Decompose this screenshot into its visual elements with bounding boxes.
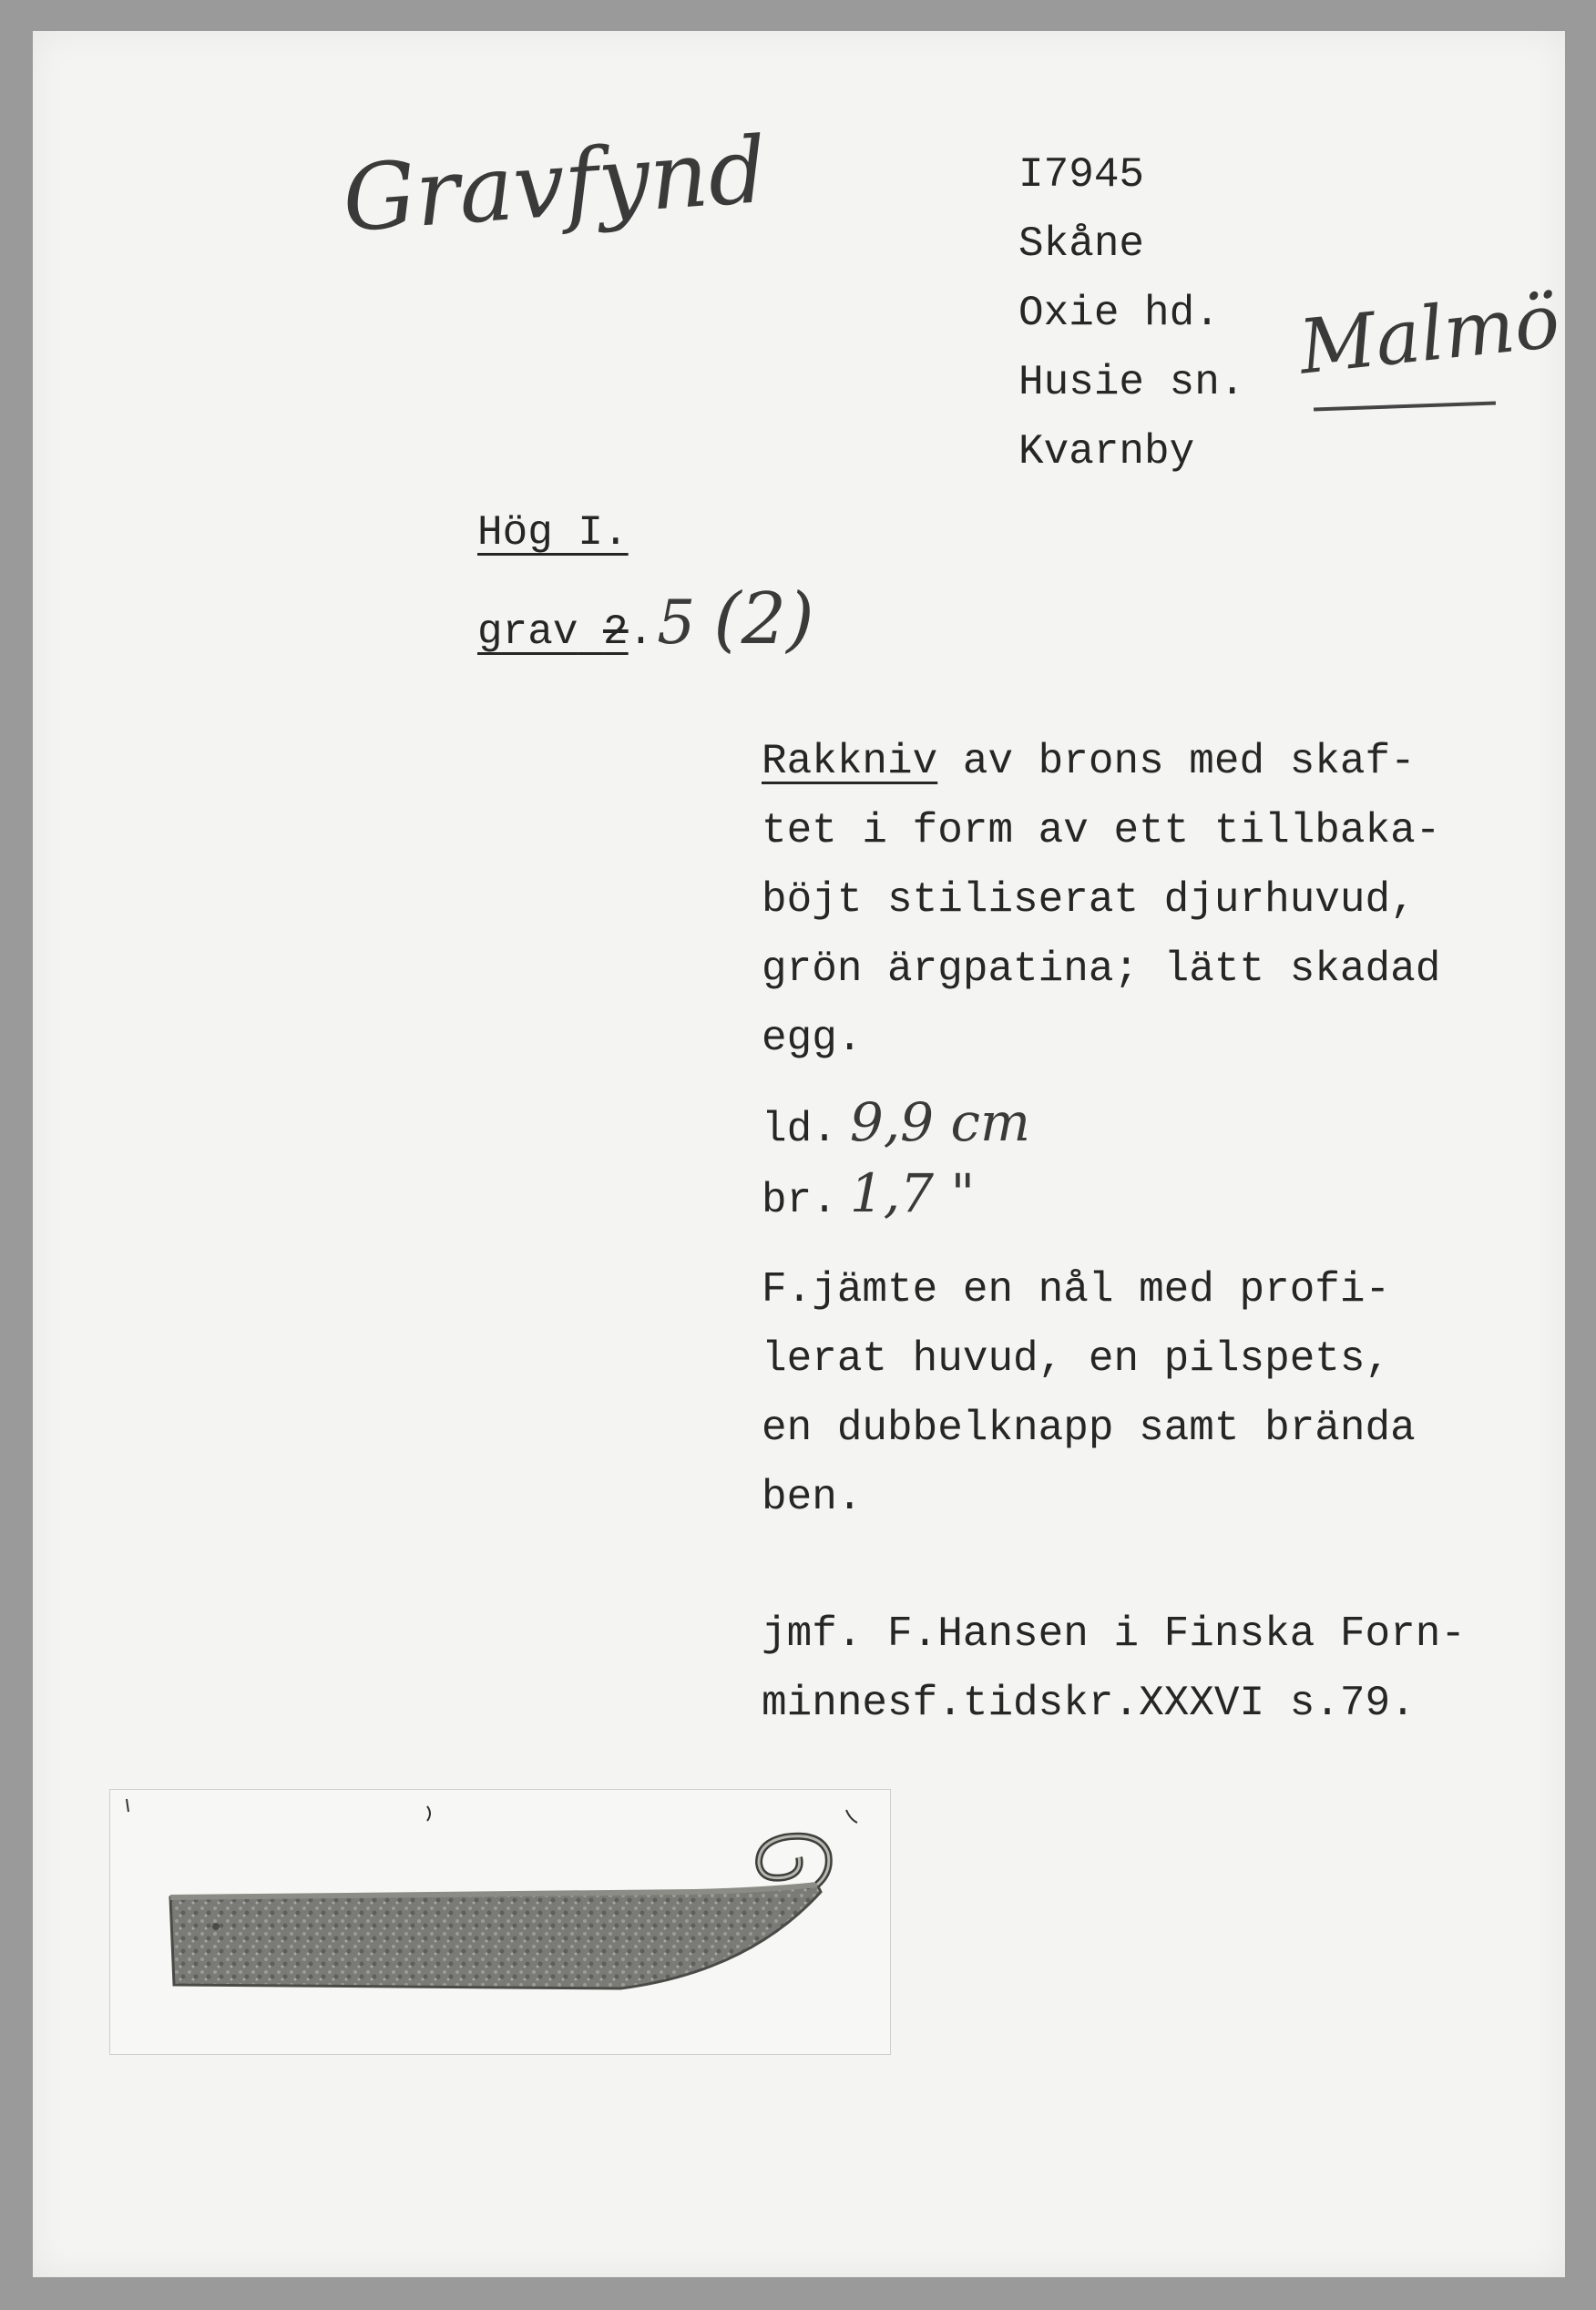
- context-line-1: F.jämte en nål med profi-: [762, 1266, 1391, 1313]
- handwritten-place: Malmö: [1294, 278, 1564, 392]
- description-line-1: Rakkniv av brons med skaf-: [762, 738, 1416, 785]
- description-line-2: tet i form av ett tillbaka-: [762, 807, 1441, 854]
- description-line-5: egg.: [762, 1015, 863, 1062]
- context-line-2: lerat huvud, en pilspets,: [762, 1335, 1391, 1383]
- grave-label: grav 2: [477, 608, 629, 656]
- context-line-4: ben.: [762, 1474, 863, 1521]
- length-value: 9,9 cm: [849, 1091, 1030, 1153]
- description-line-3: böjt stiliserat djurhuvud,: [762, 876, 1416, 924]
- literature-reference: [762, 1600, 1466, 1738]
- accession-block: [1018, 140, 1244, 486]
- width-value: 1,7 ": [849, 1162, 976, 1224]
- context-line-3: en dubbelknapp samt brända: [762, 1405, 1416, 1452]
- district: Oxie hd.: [1018, 290, 1220, 337]
- grave-struck-number: 2: [603, 608, 629, 656]
- grave-handwritten-number: 5: [657, 588, 696, 658]
- description-line-4: grön ärgpatina; lätt skadad: [762, 945, 1441, 993]
- find-context: [762, 1255, 1416, 1532]
- parish: Husie sn.: [1018, 359, 1245, 406]
- reference-line-1: jmf. F.Hansen i Finska Forn-: [762, 1610, 1466, 1658]
- mound-label: Hög I.: [477, 509, 629, 557]
- object-name: Rakkniv: [762, 738, 938, 785]
- accession-number: I7945: [1018, 151, 1145, 199]
- artifact-photo: [109, 1789, 891, 2055]
- object-description: [762, 727, 1440, 1073]
- reference-line-2: minnesf.tidskr.XXXVI s.79.: [762, 1680, 1416, 1727]
- grave-line: [477, 578, 814, 667]
- province: Skåne: [1018, 220, 1145, 268]
- grave-handwritten-paren: (2): [713, 578, 814, 660]
- place-underline: [1314, 402, 1496, 412]
- handwritten-title: Gravfynd: [339, 116, 771, 253]
- razor-knife-image: [110, 1790, 890, 2054]
- catalog-card: [33, 31, 1565, 2277]
- place: Kvarnby: [1018, 428, 1195, 475]
- length-measurement: ld. 9,9 cm: [762, 1091, 1030, 1153]
- grave-period: .: [628, 608, 654, 656]
- width-measurement: br. 1,7 ": [762, 1162, 976, 1224]
